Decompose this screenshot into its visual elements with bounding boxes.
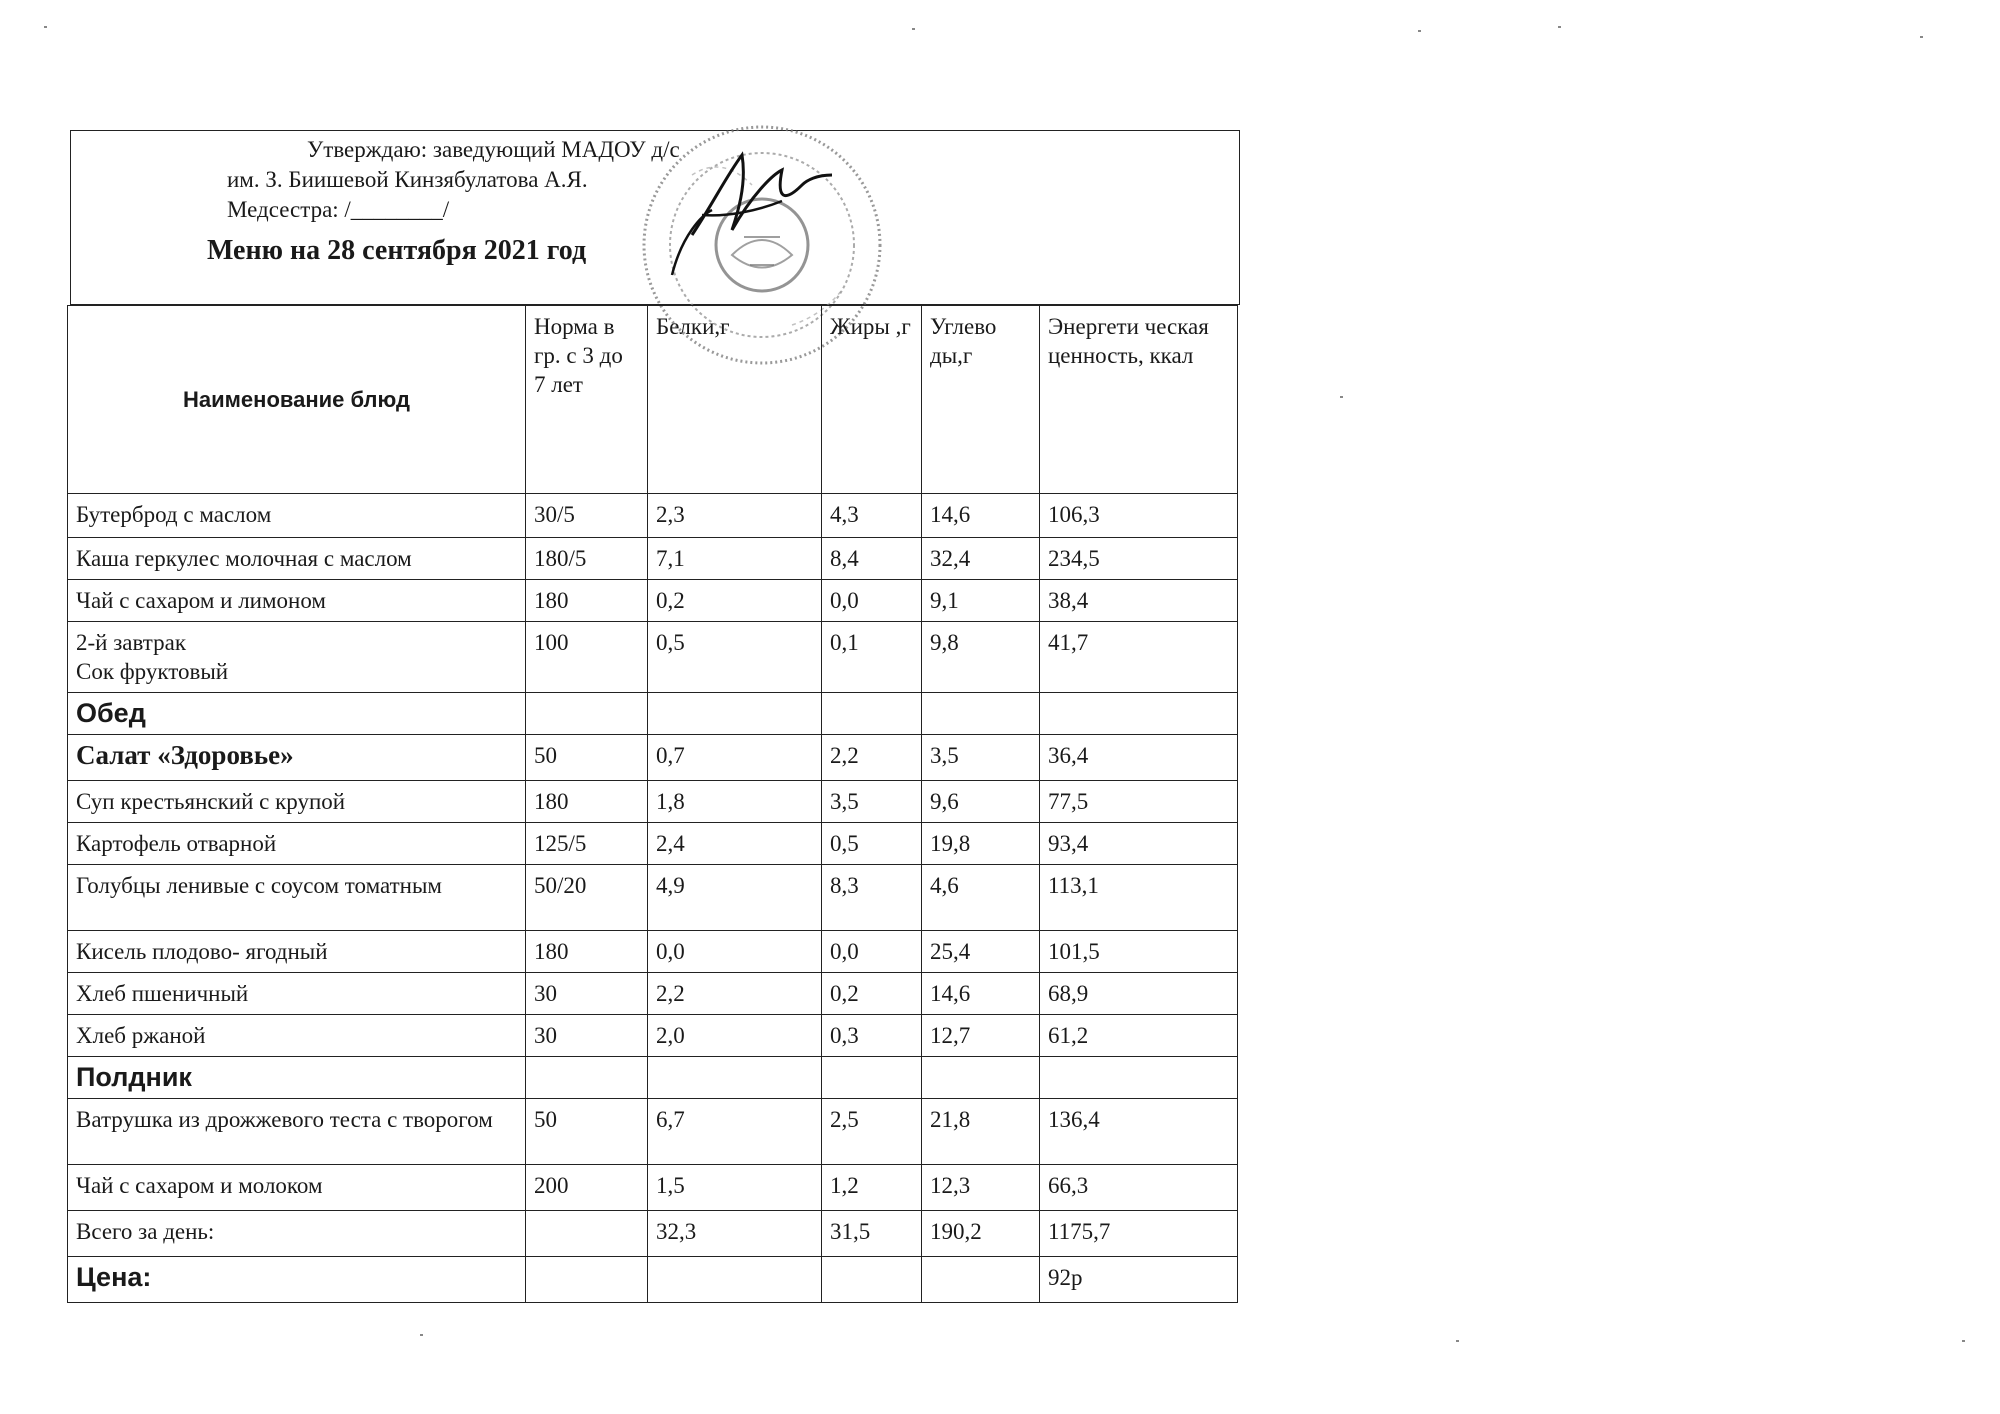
- cell-name: Обед: [68, 693, 526, 735]
- cell-name: Голубцы ленивые с соусом томатным: [68, 865, 526, 931]
- scan-speck: [1418, 30, 1421, 32]
- cell-fat: 31,5: [822, 1211, 922, 1257]
- page-title: Меню на 28 сентября 2021 год: [207, 235, 587, 266]
- cell-protein: 0,0: [648, 931, 822, 973]
- cell-protein: 0,2: [648, 580, 822, 622]
- cell-carbs: 12,7: [922, 1015, 1040, 1057]
- table-row: [68, 693, 1238, 735]
- cell-energy: 38,4: [1040, 580, 1238, 622]
- cell-carbs: 4,6: [922, 865, 1040, 931]
- scan-speck: [44, 26, 47, 28]
- cell-carbs: 9,1: [922, 580, 1040, 622]
- cell-carbs: [922, 1057, 1040, 1099]
- cell-protein: [648, 1057, 822, 1099]
- cell-fat: 0,3: [822, 1015, 922, 1057]
- nurse-line: Медсестра: /________/: [227, 197, 450, 222]
- header-dish-name: Наименование блюд: [68, 306, 526, 494]
- table-row: [68, 865, 1238, 931]
- cell-norm: 100: [526, 622, 648, 693]
- cell-carbs: 12,3: [922, 1165, 1040, 1211]
- cell-protein: 0,5: [648, 622, 822, 693]
- cell-energy: 66,3: [1040, 1165, 1238, 1211]
- cell-name: Всего за день:: [68, 1211, 526, 1257]
- cell-fat: 1,2: [822, 1165, 922, 1211]
- cell-norm: 180: [526, 580, 648, 622]
- cell-carbs: 14,6: [922, 973, 1040, 1015]
- cell-carbs: 14,6: [922, 494, 1040, 538]
- cell-name: Чай с сахаром и лимоном: [68, 580, 526, 622]
- cell-norm: 180: [526, 781, 648, 823]
- cell-norm: [526, 1211, 648, 1257]
- cell-name: Бутерброд с маслом: [68, 494, 526, 538]
- cell-norm: 125/5: [526, 823, 648, 865]
- table-header-row: [68, 306, 1238, 494]
- menu-table: [67, 305, 1238, 1303]
- cell-fat: 3,5: [822, 781, 922, 823]
- approval-line: Утверждаю: заведующий МАДОУ д/с: [307, 137, 680, 162]
- scan-speck: [1558, 26, 1561, 28]
- cell-name: Хлеб ржаной: [68, 1015, 526, 1057]
- cell-fat: 4,3: [822, 494, 922, 538]
- cell-norm: 180: [526, 931, 648, 973]
- cell-name: Каша геркулес молочная с маслом: [68, 538, 526, 580]
- cell-carbs: 9,8: [922, 622, 1040, 693]
- cell-name: Салат «Здоровье»: [68, 735, 526, 781]
- cell-carbs: [922, 693, 1040, 735]
- cell-name: 2-й завтрак Сок фруктовый: [68, 622, 526, 693]
- cell-protein: 7,1: [648, 538, 822, 580]
- cell-fat: 0,0: [822, 931, 922, 973]
- table-row: [68, 580, 1238, 622]
- table-row: [68, 735, 1238, 781]
- header-protein: Белки,г: [648, 306, 822, 494]
- cell-norm: 200: [526, 1165, 648, 1211]
- cell-energy: 234,5: [1040, 538, 1238, 580]
- scan-speck: [912, 28, 915, 30]
- cell-fat: 2,2: [822, 735, 922, 781]
- scan-speck: [1456, 1340, 1459, 1342]
- cell-energy: [1040, 693, 1238, 735]
- cell-carbs: 3,5: [922, 735, 1040, 781]
- header-fat: Жиры ,г: [822, 306, 922, 494]
- cell-protein: [648, 693, 822, 735]
- table-row: [68, 781, 1238, 823]
- cell-norm: 50: [526, 735, 648, 781]
- cell-protein: 1,8: [648, 781, 822, 823]
- cell-protein: 2,4: [648, 823, 822, 865]
- table-row: [68, 538, 1238, 580]
- cell-norm: [526, 1057, 648, 1099]
- cell-name: Ватрушка из дрожжевого теста с творогом: [68, 1099, 526, 1165]
- cell-carbs: 190,2: [922, 1211, 1040, 1257]
- cell-name: Хлеб пшеничный: [68, 973, 526, 1015]
- cell-norm: 30/5: [526, 494, 648, 538]
- cell-fat: 0,0: [822, 580, 922, 622]
- cell-protein: 32,3: [648, 1211, 822, 1257]
- table-row: [68, 1099, 1238, 1165]
- cell-energy: 41,7: [1040, 622, 1238, 693]
- cell-norm: [526, 693, 648, 735]
- header-norm: Норма в гр. с 3 до 7 лет: [526, 306, 648, 494]
- cell-norm: 180/5: [526, 538, 648, 580]
- cell-fat: 0,5: [822, 823, 922, 865]
- cell-energy: 77,5: [1040, 781, 1238, 823]
- table-row: [68, 931, 1238, 973]
- cell-fat: 2,5: [822, 1099, 922, 1165]
- cell-carbs: 19,8: [922, 823, 1040, 865]
- cell-carbs: 25,4: [922, 931, 1040, 973]
- cell-name: Цена:: [68, 1257, 526, 1303]
- table-row: [68, 1257, 1238, 1303]
- director-name-line: им. З. Биишевой Кинзябулатова А.Я.: [227, 167, 588, 192]
- cell-energy: 106,3: [1040, 494, 1238, 538]
- cell-carbs: 32,4: [922, 538, 1040, 580]
- cell-name: Полдник: [68, 1057, 526, 1099]
- cell-protein: 4,9: [648, 865, 822, 931]
- cell-fat: 0,1: [822, 622, 922, 693]
- cell-fat: [822, 693, 922, 735]
- cell-carbs: [922, 1257, 1040, 1303]
- cell-name: Кисель плодово- ягодный: [68, 931, 526, 973]
- cell-energy: 61,2: [1040, 1015, 1238, 1057]
- cell-energy: 36,4: [1040, 735, 1238, 781]
- cell-norm: 30: [526, 973, 648, 1015]
- table-row: [68, 494, 1238, 538]
- table-row: [68, 622, 1238, 693]
- scan-speck: [1962, 1340, 1965, 1342]
- cell-energy: 93,4: [1040, 823, 1238, 865]
- cell-protein: 0,7: [648, 735, 822, 781]
- cell-energy: 101,5: [1040, 931, 1238, 973]
- cell-norm: [526, 1257, 648, 1303]
- scan-speck: [420, 1334, 423, 1336]
- cell-fat: 8,3: [822, 865, 922, 931]
- cell-name: Чай с сахаром и молоком: [68, 1165, 526, 1211]
- cell-carbs: 9,6: [922, 781, 1040, 823]
- cell-norm: 50: [526, 1099, 648, 1165]
- table-row: [68, 1165, 1238, 1211]
- cell-norm: 50/20: [526, 865, 648, 931]
- table-row: [68, 1057, 1238, 1099]
- cell-energy: 1175,7: [1040, 1211, 1238, 1257]
- scan-speck: [1340, 396, 1343, 398]
- cell-energy: 92р: [1040, 1257, 1238, 1303]
- header-energy: Энергети ческая ценность, ккал: [1040, 306, 1238, 494]
- table-row: [68, 823, 1238, 865]
- cell-energy: 136,4: [1040, 1099, 1238, 1165]
- cell-energy: [1040, 1057, 1238, 1099]
- table-row: [68, 973, 1238, 1015]
- cell-protein: [648, 1257, 822, 1303]
- cell-energy: 113,1: [1040, 865, 1238, 931]
- cell-norm: 30: [526, 1015, 648, 1057]
- cell-protein: 2,2: [648, 973, 822, 1015]
- cell-protein: 2,0: [648, 1015, 822, 1057]
- cell-name: Суп крестьянский с крупой: [68, 781, 526, 823]
- cell-fat: [822, 1057, 922, 1099]
- table-row: [68, 1015, 1238, 1057]
- cell-protein: 1,5: [648, 1165, 822, 1211]
- cell-energy: 68,9: [1040, 973, 1238, 1015]
- scan-speck: [1920, 36, 1923, 38]
- header-carbs: Углево ды,г: [922, 306, 1040, 494]
- cell-fat: 8,4: [822, 538, 922, 580]
- cell-protein: 6,7: [648, 1099, 822, 1165]
- cell-name: Картофель отварной: [68, 823, 526, 865]
- cell-protein: 2,3: [648, 494, 822, 538]
- cell-fat: 0,2: [822, 973, 922, 1015]
- cell-fat: [822, 1257, 922, 1303]
- table-row: [68, 1211, 1238, 1257]
- cell-carbs: 21,8: [922, 1099, 1040, 1165]
